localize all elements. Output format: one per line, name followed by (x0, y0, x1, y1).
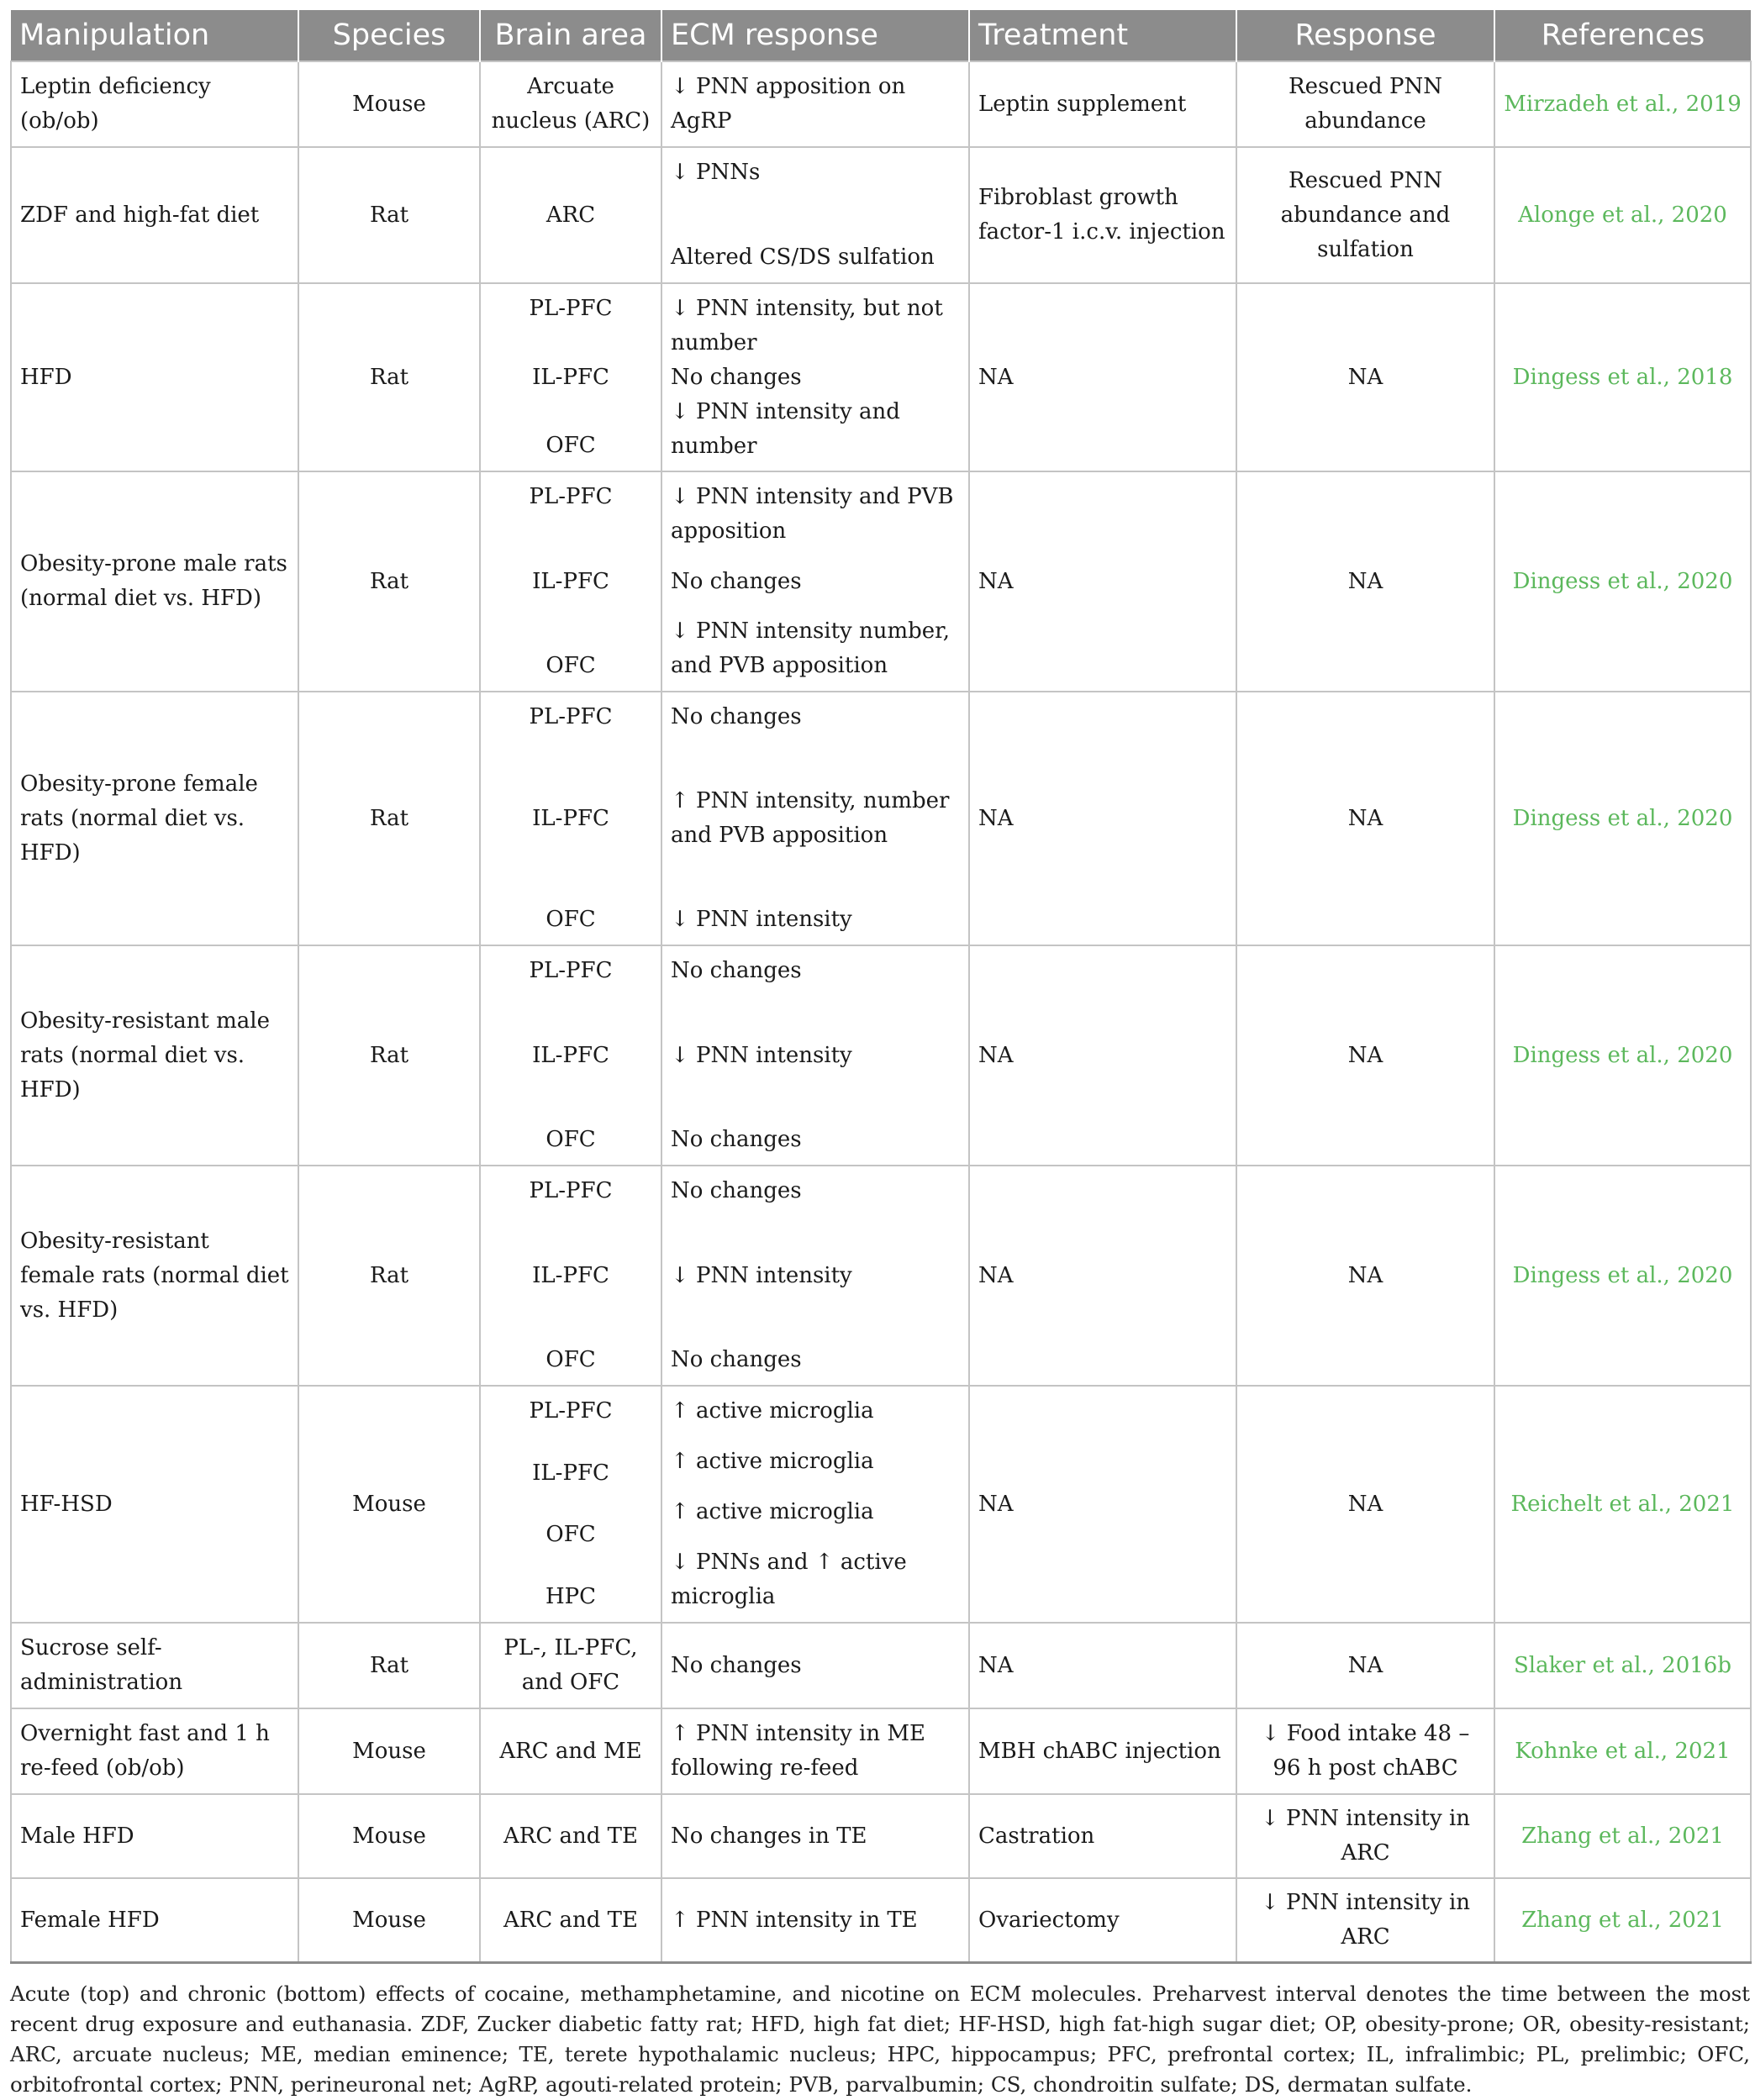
response-cell: NA (1236, 692, 1494, 945)
brain-area-cell (480, 1386, 661, 1623)
brain-area-cell-lines (489, 700, 652, 937)
table-row (11, 1166, 1751, 1386)
manipulation-cell: Obesity-resistant male rats (normal diet vs. HFD) (11, 945, 298, 1166)
ecm-response-cell (661, 1623, 969, 1708)
header-species: Species (298, 10, 480, 61)
brain-area-cell-line: Arcuate nucleus (ARC) (491, 74, 651, 134)
reference-link[interactable]: Slaker et al., 2016b (1494, 1623, 1751, 1708)
reference-link[interactable]: Reichelt et al., 2021 (1494, 1386, 1751, 1623)
ecm-response-cell (661, 1878, 969, 1963)
ecm-response-cell-lines (671, 480, 960, 683)
brain-area-cell-lines (489, 1717, 652, 1786)
reference-link[interactable]: Dingess et al., 2020 (1494, 945, 1751, 1166)
brain-area-cell (480, 471, 661, 692)
species-cell: Mouse (298, 1708, 480, 1794)
brain-area-cell (480, 692, 661, 945)
treatment-cell: NA (969, 945, 1236, 1166)
ecm-response-cell-line: ↑ PNN intensity in TE (671, 1907, 918, 1933)
ecm-response-cell-lines (671, 700, 960, 937)
manipulation-cell: Male HFD (11, 1794, 298, 1878)
ecm-response-cell-line: ↓ PNN intensity (671, 1042, 852, 1068)
ecm-response-cell-lines (671, 292, 960, 464)
species-cell: Mouse (298, 1794, 480, 1878)
reference-link[interactable]: Dingess et al., 2020 (1494, 471, 1751, 692)
brain-area-cell-lines (489, 292, 652, 463)
brain-area-cell-line: OFC (545, 433, 596, 458)
brain-area-cell-line: ARC (545, 202, 596, 228)
ecm-response-cell-lines (671, 1174, 960, 1377)
species-cell: Mouse (298, 1878, 480, 1963)
ecm-response-cell-line: ↑ PNN intensity, number and PVB apposition (671, 788, 950, 848)
reference-link[interactable]: Mirzadeh et al., 2019 (1494, 61, 1751, 147)
manipulation-cell: Overnight fast and 1 h re-feed (ob/ob) (11, 1708, 298, 1794)
ecm-response-cell-line: No changes (671, 704, 802, 729)
manipulation-cell: Sucrose self-administration (11, 1623, 298, 1708)
treatment-cell: NA (969, 471, 1236, 692)
treatment-cell: NA (969, 1386, 1236, 1623)
brain-area-cell-line: OFC (545, 1347, 596, 1372)
brain-area-cell-line: PL-PFC (529, 704, 613, 729)
ecm-response-cell-line: ↑ active microglia (671, 1499, 874, 1524)
header-brain-area: Brain area (480, 10, 661, 61)
reference-link[interactable]: Dingess et al., 2020 (1494, 692, 1751, 945)
brain-area-cell-lines (489, 1631, 652, 1700)
ecm-response-cell-lines (671, 954, 960, 1157)
species-cell: Rat (298, 147, 480, 283)
ecm-response-cell-line: No changes (671, 364, 802, 390)
brain-area-cell (480, 1623, 661, 1708)
brain-area-cell (480, 1708, 661, 1794)
header-references: References (1494, 10, 1751, 61)
brain-area-cell-lines (489, 70, 652, 139)
ecm-response-cell-line: No changes (671, 568, 802, 594)
brain-area-cell-line: OFC (545, 907, 596, 932)
response-cell: NA (1236, 283, 1494, 471)
brain-area-cell-line: PL-PFC (529, 484, 613, 509)
table-row (11, 471, 1751, 692)
brain-area-cell-line: IL-PFC (532, 1262, 609, 1288)
brain-area-cell (480, 1794, 661, 1878)
treatment-cell: NA (969, 283, 1236, 471)
brain-area-cell-line: HPC (545, 1583, 597, 1609)
brain-area-cell-line: IL-PFC (532, 364, 609, 390)
response-cell: Rescued PNN abundance (1236, 61, 1494, 147)
header-response: Response (1236, 10, 1494, 61)
ecm-response-cell-lines (671, 155, 960, 275)
treatment-cell: MBH chABC injection (969, 1708, 1236, 1794)
species-cell: Rat (298, 1623, 480, 1708)
species-cell: Rat (298, 1166, 480, 1386)
ecm-response-cell (661, 1794, 969, 1878)
manipulation-cell: Female HFD (11, 1878, 298, 1963)
brain-area-cell-line: PL-, IL-PFC, and OFC (503, 1635, 638, 1695)
header-treatment: Treatment (969, 10, 1236, 61)
treatment-cell: Fibroblast growth factor-1 i.c.v. injection (969, 147, 1236, 283)
brain-area-cell-line: OFC (545, 1522, 596, 1548)
brain-area-cell (480, 61, 661, 147)
ecm-response-cell (661, 61, 969, 147)
ecm-response-cell (661, 1708, 969, 1794)
brain-area-cell-line: IL-PFC (532, 805, 609, 831)
manipulation-cell: Obesity-prone male rats (normal diet vs. HFD) (11, 471, 298, 692)
ecm-response-cell-line: No changes (671, 1347, 802, 1372)
ecm-response-cell-line: ↓ PNN apposition on AgRP (671, 74, 906, 134)
reference-link[interactable]: Dingess et al., 2018 (1494, 283, 1751, 471)
ecm-response-cell (661, 1386, 969, 1623)
response-cell: NA (1236, 1386, 1494, 1623)
brain-area-cell-lines (489, 1903, 652, 1938)
ecm-response-cell-line: ↓ PNN intensity (671, 1262, 852, 1288)
reference-link[interactable]: Zhang et al., 2021 (1494, 1878, 1751, 1963)
brain-area-cell-line: ARC and TE (503, 1907, 638, 1933)
ecm-response-cell (661, 692, 969, 945)
manipulation-cell: HFD (11, 283, 298, 471)
species-cell: Rat (298, 283, 480, 471)
response-cell: NA (1236, 945, 1494, 1166)
reference-link[interactable]: Alonge et al., 2020 (1494, 147, 1751, 283)
ecm-response-cell-line: ↓ PNN intensity and PVB apposition (671, 484, 954, 544)
response-cell: NA (1236, 1166, 1494, 1386)
table-container (10, 10, 1750, 2100)
table-row (11, 283, 1751, 471)
species-cell: Mouse (298, 61, 480, 147)
brain-area-cell-line: PL-PFC (529, 958, 613, 983)
ecm-response-cell-lines (671, 70, 960, 139)
treatment-cell: Ovariectomy (969, 1878, 1236, 1963)
brain-area-cell-lines (489, 480, 652, 683)
brain-area-cell (480, 1878, 661, 1963)
ecm-response-cell-line: No changes in TE (671, 1823, 867, 1849)
species-cell: Rat (298, 471, 480, 692)
species-cell: Mouse (298, 1386, 480, 1623)
treatment-cell: NA (969, 1166, 1236, 1386)
table-row (11, 945, 1751, 1166)
brain-area-cell (480, 147, 661, 283)
ecm-response-cell-line: ↓ PNNs (671, 160, 761, 185)
header-ecm-response: ECM response (661, 10, 969, 61)
ecm-response-cell-line: Altered CS/DS sulfation (671, 245, 935, 270)
ecm-response-cell-line: ↑ active microglia (671, 1449, 874, 1474)
brain-area-cell-line: IL-PFC (532, 568, 609, 594)
table-row (11, 1878, 1751, 1963)
table-row (11, 692, 1751, 945)
brain-area-cell-line: ARC and TE (503, 1823, 638, 1849)
treatment-cell: NA (969, 1623, 1236, 1708)
table-row (11, 61, 1751, 147)
table-row (11, 1708, 1751, 1794)
brain-area-cell-line: PL-PFC (529, 1178, 613, 1203)
response-cell: ↓ PNN intensity in ARC (1236, 1878, 1494, 1963)
header-manipulation: Manipulation (11, 10, 298, 61)
table-body (11, 61, 1751, 1963)
treatment-cell: Castration (969, 1794, 1236, 1878)
ecm-response-cell (661, 147, 969, 283)
table-row (11, 1794, 1751, 1878)
data-table (10, 10, 1752, 1964)
table-caption: Acute (top) and chronic (bottom) effects of cocaine, methamphetamine, and nicotine on ECM molecules. Preharvest interval denotes the time between the most recent drug exposure and euthanasia. ZDF, Zucker diabetic fatty rat; HFD, high fat diet; HF-HSD, high fat-high sugar diet; OP, obesity-prone; OR, obesity-resistant; ARC, arcuate nucleus; ME, median eminence; TE, terete hypothalamic nucleus; HPC, hippocampus; PFC, prefrontal cortex; IL, infralimbic; PL, prelimbic; OFC, orbitofrontal cortex; PNN, perineuronal net; AgRP, agouti-related protein; PVB, parvalbumin; CS, chondroitin sulfate; DS, dermatan sulfate. (10, 1982, 1750, 2097)
brain-area-cell-line: OFC (545, 1127, 596, 1152)
ecm-response-cell-line: No changes (671, 958, 802, 983)
brain-area-cell-line: OFC (545, 653, 596, 678)
ecm-response-cell (661, 945, 969, 1166)
species-cell: Rat (298, 945, 480, 1166)
ecm-response-cell-line: No changes (671, 1178, 802, 1203)
ecm-response-cell-line: ↓ PNN intensity number, and PVB apposition (671, 618, 951, 678)
manipulation-cell: Obesity-prone female rats (normal diet vs. HFD) (11, 692, 298, 945)
ecm-response-cell-line: ↓ PNN intensity (671, 907, 852, 932)
treatment-cell: NA (969, 692, 1236, 945)
ecm-response-cell-line: ↓ PNNs and ↑ active microglia (671, 1550, 907, 1609)
brain-area-cell-lines (489, 1174, 652, 1377)
treatment-cell: Leptin supplement (969, 61, 1236, 147)
manipulation-cell: ZDF and high-fat diet (11, 147, 298, 283)
brain-area-cell (480, 283, 661, 471)
reference-link[interactable]: Zhang et al., 2021 (1494, 1794, 1751, 1878)
brain-area-cell-lines (489, 155, 652, 275)
table-row (11, 1386, 1751, 1623)
response-cell: ↓ Food intake 48 – 96 h post chABC (1236, 1708, 1494, 1794)
table-row (11, 1623, 1751, 1708)
brain-area-cell-line: IL-PFC (532, 1042, 609, 1068)
response-cell: Rescued PNN abundance and sulfation (1236, 147, 1494, 283)
ecm-response-cell-line: ↓ PNN intensity, but not number (671, 295, 943, 355)
table-row (11, 147, 1751, 283)
ecm-response-cell-lines (671, 1394, 960, 1614)
reference-link[interactable]: Kohnke et al., 2021 (1494, 1708, 1751, 1794)
brain-area-cell (480, 1166, 661, 1386)
ecm-response-cell-lines (671, 1717, 960, 1786)
ecm-response-cell-line: No changes (671, 1127, 802, 1152)
brain-area-cell-line: IL-PFC (532, 1460, 609, 1486)
brain-area-cell-lines (489, 954, 652, 1157)
brain-area-cell-lines (489, 1394, 652, 1614)
header-row (11, 10, 1751, 61)
manipulation-cell: Leptin deficiency (ob/ob) (11, 61, 298, 147)
ecm-response-cell-line: ↑ PNN intensity in ME following re-feed (671, 1721, 925, 1781)
brain-area-cell-lines (489, 1818, 652, 1854)
species-cell: Rat (298, 692, 480, 945)
ecm-response-cell (661, 283, 969, 471)
brain-area-cell (480, 945, 661, 1166)
brain-area-cell-line: PL-PFC (529, 1398, 613, 1424)
ecm-response-cell-lines (671, 1631, 960, 1700)
response-cell: NA (1236, 471, 1494, 692)
ecm-response-cell-lines (671, 1903, 960, 1938)
response-cell: ↓ PNN intensity in ARC (1236, 1794, 1494, 1878)
manipulation-cell: HF-HSD (11, 1386, 298, 1623)
ecm-response-cell (661, 1166, 969, 1386)
ecm-response-cell (661, 471, 969, 692)
ecm-response-cell-line: ↑ active microglia (671, 1398, 874, 1424)
brain-area-cell-line: ARC and ME (499, 1738, 642, 1764)
ecm-response-cell-line: ↓ PNN intensity and number (671, 398, 900, 459)
manipulation-cell: Obesity-resistant female rats (normal diet vs. HFD) (11, 1166, 298, 1386)
ecm-response-cell-lines (671, 1818, 960, 1854)
brain-area-cell-line: PL-PFC (529, 296, 613, 321)
ecm-response-cell-line: No changes (671, 1652, 802, 1678)
reference-link[interactable]: Dingess et al., 2020 (1494, 1166, 1751, 1386)
response-cell: NA (1236, 1623, 1494, 1708)
